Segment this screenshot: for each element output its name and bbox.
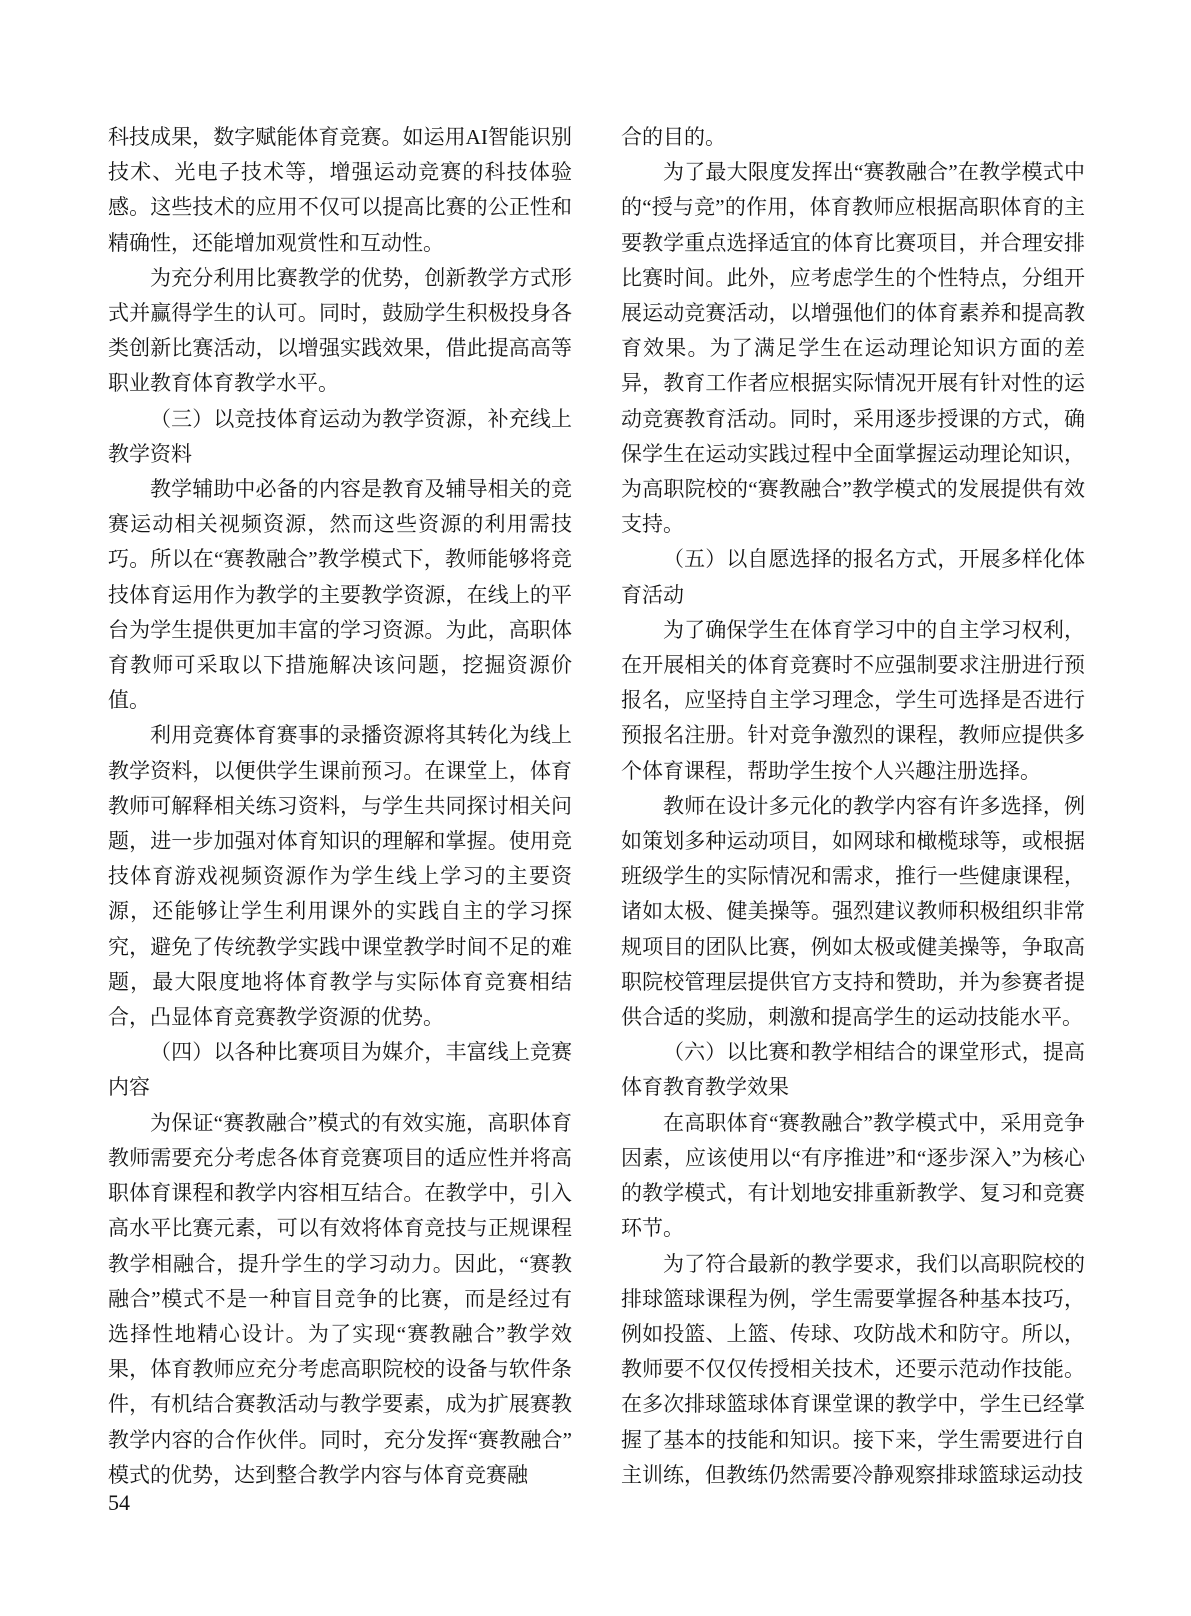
- paragraph: 为了最大限度发挥出“赛教融合”在教学模式中的“授与竞”的作用，体育教师应根据高职体育的主要教学重点选择适宜的体育比赛项目，并合理安排比赛时间。此外，应考虑学生的个性特点，分组开展运动竞赛活动，以增强他们的体育素养和提高教育效果。为了满足学生在运动理论知识方面的差异，教育工作者应根据实际情况开展有针对性的运动竞赛教育活动。同时，采用逐步授课的方式，确保学生在运动实践过程中全面掌握运动理论知识，为高职院校的“赛教融合”教学模式的发展提供有效支持。: [621, 160, 1085, 537]
- section-heading-4: （四）以各种比赛项目为媒介，丰富线上竞赛内容: [108, 1040, 572, 1100]
- paragraph: 为了确保学生在体育学习中的自主学习权利，在开展相关的体育竞赛时不应强制要求注册进行预报名，应坚持自主学习理念，学生可选择是否进行预报名注册。针对竞争激烈的课程，教师应提供多个体育课程，帮助学生按个人兴趣注册选择。: [621, 617, 1085, 783]
- paragraph: 为充分利用比赛教学的优势，创新教学方式形式并赢得学生的认可。同时，鼓励学生积极投身各类创新比赛活动，以增强实践效果，借此提高高等职业教育体育教学水平。: [108, 265, 572, 396]
- page-number: 54: [108, 1490, 130, 1515]
- left-column: [108, 120, 572, 1493]
- paragraph: 教师在设计多元化的教学内容有许多选择，例如策划多种运动项目，如网球和橄榄球等，或根据班级学生的实际情况和需求，推行一些健康课程，诸如太极、健美操等。强烈建议教师积极组织非常规项目的团队比赛，例如太极或健美操等，争取高职院校管理层提供官方支持和赞助，并为参赛者提供合适的奖励，刺激和提高学生的运动技能水平。: [621, 793, 1085, 1030]
- paragraph-continued: 合的目的。: [621, 125, 726, 149]
- paragraph-continued: 科技成果，数字赋能体育竞赛。如运用AI智能识别技术、光电子技术等，增强运动竞赛的科技体验感。这些技术的应用不仅可以提高比赛的公正性和精确性，还能增加观赏性和互动性。: [108, 125, 572, 255]
- section-heading-6: （六）以比赛和教学相结合的课堂形式，提高体育教育教学效果: [621, 1040, 1085, 1100]
- paragraph: 教学辅助中必备的内容是教育及辅导相关的竞赛运动相关视频资源，然而这些资源的利用需技巧。所以在“赛教融合”教学模式下，教师能够将竞技体育运用作为教学的主要教学资源，在线上的平台为学生提供更加丰富的学习资源。为此，高职体育教师可采取以下措施解决该问题，挖掘资源价值。: [108, 477, 572, 713]
- paragraph: 利用竞赛体育赛事的录播资源将其转化为线上教学资料，以便供学生课前预习。在课堂上，体育教师可解释相关练习资料，与学生共同探讨相关问题，进一步加强对体育知识的理解和掌握。使用竞技体育游戏视频资源作为学生线上学习的主要资源，还能够让学生利用课外的实践自主的学习探究，避免了传统教学实践中课堂教学时间不足的难题，最大限度地将体育教学与实际体育竞赛相结合，凸显体育竞赛教学资源的优势。: [108, 723, 572, 1030]
- paragraph: 为了符合最新的教学要求，我们以高职院校的排球篮球课程为例，学生需要掌握各种基本技巧，例如投篮、上篮、传球、攻防战术和防守。所以，教师要不仅仅传授相关技术，还要示范动作技能。在多次排球篮球体育课堂课的教学中，学生已经掌握了基本的技能和知识。接下来，学生需要进行自主训练，但教练仍然需要冷静观察排球篮球运动技: [621, 1251, 1085, 1487]
- text-columns: [108, 120, 1085, 1493]
- section-heading-5: （五）以自愿选择的报名方式，开展多样化体育活动: [621, 547, 1085, 607]
- paragraph: 为保证“赛教融合”模式的有效实施，高职体育教师需要充分考虑各体育竞赛项目的适应性并将高职体育课程和教学内容相互结合。在教学中，引入高水平比赛元素，可以有效将体育竞技与正规课程教学相融合，提升学生的学习动力。因此，“赛教融合”模式不是一种盲目竞争的比赛，而是经过有选择性地精心设计。为了实现“赛教融合”教学效果，体育教师应充分考虑高职院校的设备与软件条件，有机结合赛教活动与教学要素，成为扩展赛教教学内容的合作伙伴。同时，充分发挥“赛教融合”模式的优势，达到整合教学内容与体育竞赛融: [108, 1110, 572, 1487]
- paragraph: 在高职体育“赛教融合”教学模式中，采用竞争因素，应该使用以“有序推进”和“逐步深入”为核心的教学模式，有计划地安排重新教学、复习和竞赛环节。: [621, 1110, 1085, 1241]
- right-column: [621, 120, 1085, 1493]
- section-heading-3: （三）以竞技体育运动为教学资源，补充线上教学资料: [108, 406, 572, 466]
